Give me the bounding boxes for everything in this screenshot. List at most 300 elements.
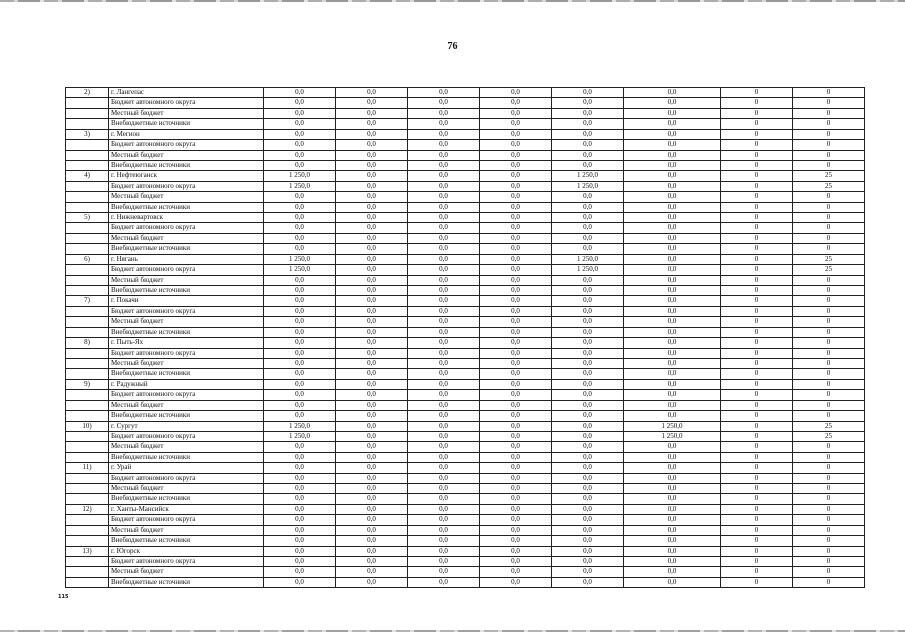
value-cell: 0,0: [480, 577, 552, 587]
value-cell: 0: [721, 494, 793, 504]
value-cell: 0: [721, 536, 793, 546]
value-cell: 0,0: [408, 265, 480, 275]
value-cell: 0,0: [408, 171, 480, 181]
value-cell: 0,0: [264, 442, 336, 452]
value-cell: 0: [721, 317, 793, 327]
value-cell: 0,0: [552, 390, 624, 400]
value-cell: 0,0: [264, 192, 336, 202]
table-row: [66, 192, 865, 202]
value-cell: 0,0: [408, 577, 480, 587]
table-row: [66, 515, 865, 525]
row-number: [66, 431, 109, 441]
value-cell: 0: [793, 442, 865, 452]
value-cell: 0,0: [624, 390, 721, 400]
table-row: [66, 390, 865, 400]
value-cell: 0,0: [336, 181, 408, 191]
row-name: Бюджет автономного округа: [109, 140, 264, 150]
value-cell: 0,0: [336, 254, 408, 264]
value-cell: 25: [793, 171, 865, 181]
value-cell: 0,0: [624, 296, 721, 306]
value-cell: 0: [793, 484, 865, 494]
row-number: [66, 369, 109, 379]
value-cell: 0: [793, 202, 865, 212]
value-cell: 0,0: [408, 442, 480, 452]
value-cell: 0: [793, 317, 865, 327]
value-cell: 0,0: [552, 515, 624, 525]
value-cell: 0: [721, 421, 793, 431]
value-cell: 0,0: [552, 463, 624, 473]
table-row: [66, 473, 865, 483]
value-cell: 0,0: [624, 494, 721, 504]
row-number: 8): [66, 338, 109, 348]
value-cell: 0: [721, 567, 793, 577]
value-cell: 0,0: [336, 567, 408, 577]
value-cell: 0,0: [336, 265, 408, 275]
table-row: [66, 140, 865, 150]
value-cell: 0: [793, 129, 865, 139]
value-cell: 0,0: [336, 369, 408, 379]
value-cell: 0,0: [480, 411, 552, 421]
row-name: Внебюджетные источники: [109, 119, 264, 129]
value-cell: 0,0: [408, 202, 480, 212]
value-cell: 0,0: [336, 192, 408, 202]
table-row: [66, 108, 865, 118]
row-name: Местный бюджет: [109, 484, 264, 494]
value-cell: 0,0: [552, 275, 624, 285]
table-row: [66, 421, 865, 431]
value-cell: 0,0: [264, 515, 336, 525]
row-number: [66, 233, 109, 243]
row-number: 6): [66, 254, 109, 264]
table-row: [66, 213, 865, 223]
value-cell: 0,0: [336, 338, 408, 348]
value-cell: 0: [793, 160, 865, 170]
value-cell: 1 250,0: [264, 431, 336, 441]
row-number: [66, 556, 109, 566]
row-name: Внебюджетные источники: [109, 411, 264, 421]
value-cell: 0,0: [408, 567, 480, 577]
value-cell: 0: [793, 494, 865, 504]
value-cell: 0,0: [336, 286, 408, 296]
value-cell: 0,0: [624, 369, 721, 379]
value-cell: 0,0: [480, 202, 552, 212]
value-cell: 0: [721, 390, 793, 400]
table-row: [66, 431, 865, 441]
value-cell: 0,0: [480, 473, 552, 483]
value-cell: 0,0: [336, 452, 408, 462]
value-cell: 0,0: [624, 181, 721, 191]
row-name: г. Урай: [109, 463, 264, 473]
value-cell: 0: [793, 108, 865, 118]
value-cell: 0: [721, 286, 793, 296]
row-number: [66, 577, 109, 587]
row-number: [66, 348, 109, 358]
row-name: Местный бюджет: [109, 567, 264, 577]
value-cell: 0,0: [336, 473, 408, 483]
value-cell: 0,0: [480, 254, 552, 264]
value-cell: 0: [721, 546, 793, 556]
value-cell: 0,0: [552, 296, 624, 306]
value-cell: 0,0: [264, 275, 336, 285]
value-cell: 0,0: [624, 98, 721, 108]
value-cell: 0,0: [552, 98, 624, 108]
value-cell: 1 250,0: [624, 421, 721, 431]
table-row: [66, 306, 865, 316]
value-cell: 0: [721, 192, 793, 202]
table-row: [66, 286, 865, 296]
value-cell: 0: [793, 192, 865, 202]
row-name: г. Нягань: [109, 254, 264, 264]
row-name: Местный бюджет: [109, 150, 264, 160]
value-cell: 0,0: [624, 327, 721, 337]
table-row: [66, 484, 865, 494]
value-cell: 0,0: [336, 494, 408, 504]
value-cell: 0,0: [336, 108, 408, 118]
value-cell: 0: [793, 536, 865, 546]
value-cell: 0,0: [264, 473, 336, 483]
value-cell: 0,0: [264, 223, 336, 233]
value-cell: 0,0: [336, 348, 408, 358]
row-name: Внебюджетные источники: [109, 244, 264, 254]
value-cell: 0,0: [552, 160, 624, 170]
value-cell: 0,0: [624, 265, 721, 275]
table-row: [66, 129, 865, 139]
value-cell: 0,0: [480, 317, 552, 327]
value-cell: 0,0: [552, 504, 624, 514]
value-cell: 0,0: [264, 306, 336, 316]
value-cell: 0,0: [480, 98, 552, 108]
row-name: Местный бюджет: [109, 400, 264, 410]
value-cell: 0,0: [336, 150, 408, 160]
row-number: [66, 140, 109, 150]
value-cell: 0,0: [336, 88, 408, 98]
value-cell: 0: [721, 171, 793, 181]
value-cell: 0: [721, 296, 793, 306]
table-row: [66, 525, 865, 535]
value-cell: 0,0: [408, 379, 480, 389]
value-cell: 0,0: [552, 150, 624, 160]
value-cell: 0,0: [264, 525, 336, 535]
value-cell: 0,0: [480, 192, 552, 202]
value-cell: 0,0: [264, 98, 336, 108]
value-cell: 0: [793, 546, 865, 556]
row-name: Внебюджетные источники: [109, 452, 264, 462]
value-cell: 0,0: [624, 442, 721, 452]
value-cell: 0: [721, 233, 793, 243]
value-cell: 0,0: [480, 108, 552, 118]
value-cell: 0,0: [336, 296, 408, 306]
value-cell: 0,0: [480, 463, 552, 473]
row-number: [66, 567, 109, 577]
value-cell: 0,0: [408, 525, 480, 535]
value-cell: 0,0: [480, 244, 552, 254]
row-name: Бюджет автономного округа: [109, 98, 264, 108]
value-cell: 0,0: [408, 213, 480, 223]
row-name: Бюджет автономного округа: [109, 431, 264, 441]
value-cell: 0,0: [624, 473, 721, 483]
value-cell: 0,0: [552, 525, 624, 535]
value-cell: 0,0: [624, 348, 721, 358]
value-cell: 0: [721, 379, 793, 389]
value-cell: 0,0: [336, 129, 408, 139]
value-cell: 0,0: [552, 400, 624, 410]
value-cell: 0,0: [336, 223, 408, 233]
table-row: [66, 317, 865, 327]
row-name: Бюджет автономного округа: [109, 223, 264, 233]
value-cell: 0,0: [336, 244, 408, 254]
value-cell: 0: [793, 400, 865, 410]
table-row: [66, 233, 865, 243]
table-row: [66, 358, 865, 368]
value-cell: 0,0: [552, 348, 624, 358]
value-cell: 0,0: [336, 379, 408, 389]
value-cell: 0,0: [480, 223, 552, 233]
value-cell: 0,0: [624, 452, 721, 462]
value-cell: 0,0: [552, 88, 624, 98]
value-cell: 0,0: [336, 400, 408, 410]
value-cell: 0,0: [480, 567, 552, 577]
value-cell: 0,0: [480, 390, 552, 400]
value-cell: 0: [721, 369, 793, 379]
row-name: Внебюджетные источники: [109, 327, 264, 337]
value-cell: 0,0: [264, 213, 336, 223]
value-cell: 0: [721, 400, 793, 410]
value-cell: 0: [721, 327, 793, 337]
value-cell: 0,0: [264, 348, 336, 358]
value-cell: 0,0: [336, 515, 408, 525]
row-name: Бюджет автономного округа: [109, 306, 264, 316]
row-number: [66, 181, 109, 191]
row-number: [66, 119, 109, 129]
value-cell: 1 250,0: [624, 431, 721, 441]
value-cell: 0,0: [552, 546, 624, 556]
row-number: [66, 150, 109, 160]
value-cell: 0,0: [480, 119, 552, 129]
row-name: г. Радужный: [109, 379, 264, 389]
value-cell: 0,0: [408, 431, 480, 441]
row-number: 5): [66, 213, 109, 223]
value-cell: 0: [793, 213, 865, 223]
value-cell: 0,0: [336, 463, 408, 473]
row-name: Местный бюджет: [109, 358, 264, 368]
value-cell: 0,0: [408, 275, 480, 285]
table-row: [66, 463, 865, 473]
value-cell: 0,0: [408, 369, 480, 379]
value-cell: 0,0: [552, 536, 624, 546]
value-cell: 25: [793, 431, 865, 441]
row-name: г. Ханты-Мансийск: [109, 504, 264, 514]
value-cell: 0,0: [408, 504, 480, 514]
value-cell: 0,0: [336, 160, 408, 170]
row-number: 12): [66, 504, 109, 514]
value-cell: 0,0: [624, 254, 721, 264]
row-number: [66, 223, 109, 233]
value-cell: 0,0: [264, 129, 336, 139]
value-cell: 1 250,0: [552, 254, 624, 264]
value-cell: 0: [793, 577, 865, 587]
value-cell: 0,0: [264, 140, 336, 150]
table-row: [66, 327, 865, 337]
row-number: [66, 160, 109, 170]
value-cell: 0,0: [624, 400, 721, 410]
value-cell: 0,0: [264, 150, 336, 160]
value-cell: 0,0: [480, 275, 552, 285]
value-cell: 0,0: [480, 536, 552, 546]
value-cell: 0,0: [264, 286, 336, 296]
value-cell: 0,0: [624, 150, 721, 160]
value-cell: 0,0: [264, 411, 336, 421]
row-number: [66, 275, 109, 285]
value-cell: 0,0: [624, 358, 721, 368]
value-cell: 0: [721, 108, 793, 118]
value-cell: 0: [793, 369, 865, 379]
value-cell: 0,0: [624, 411, 721, 421]
value-cell: 0,0: [336, 556, 408, 566]
value-cell: 0,0: [624, 160, 721, 170]
value-cell: 0,0: [264, 296, 336, 306]
value-cell: 0: [721, 473, 793, 483]
value-cell: 25: [793, 254, 865, 264]
value-cell: 0,0: [624, 88, 721, 98]
row-number: [66, 306, 109, 316]
value-cell: 0,0: [336, 431, 408, 441]
row-number: [66, 244, 109, 254]
value-cell: 0,0: [480, 494, 552, 504]
value-cell: 0,0: [624, 338, 721, 348]
value-cell: 25: [793, 421, 865, 431]
row-name: Бюджет автономного округа: [109, 181, 264, 191]
value-cell: 0,0: [336, 442, 408, 452]
value-cell: 0,0: [408, 306, 480, 316]
value-cell: 0: [793, 504, 865, 514]
row-name: г. Нефтеюганск: [109, 171, 264, 181]
value-cell: 0,0: [552, 119, 624, 129]
value-cell: 0,0: [552, 202, 624, 212]
value-cell: 0: [721, 556, 793, 566]
value-cell: 1 250,0: [264, 265, 336, 275]
row-name: Внебюджетные источники: [109, 286, 264, 296]
value-cell: 0: [793, 119, 865, 129]
value-cell: 0,0: [552, 358, 624, 368]
value-cell: 0,0: [264, 536, 336, 546]
value-cell: 0,0: [264, 358, 336, 368]
value-cell: 0,0: [408, 536, 480, 546]
value-cell: 0: [721, 452, 793, 462]
table-row: [66, 223, 865, 233]
row-number: 13): [66, 546, 109, 556]
value-cell: 0,0: [408, 463, 480, 473]
value-cell: 0,0: [336, 525, 408, 535]
value-cell: 0,0: [552, 327, 624, 337]
value-cell: 0,0: [552, 442, 624, 452]
value-cell: 0,0: [336, 358, 408, 368]
value-cell: 0: [721, 129, 793, 139]
value-cell: 1 250,0: [552, 171, 624, 181]
row-name: г. Пыть-Ях: [109, 338, 264, 348]
table-row: [66, 379, 865, 389]
table-row: [66, 567, 865, 577]
table-row: [66, 556, 865, 566]
value-cell: 0: [721, 442, 793, 452]
value-cell: 0,0: [624, 275, 721, 285]
value-cell: 0,0: [624, 171, 721, 181]
row-number: 10): [66, 421, 109, 431]
row-name: Бюджет автономного округа: [109, 265, 264, 275]
value-cell: 0,0: [552, 556, 624, 566]
row-name: Бюджет автономного округа: [109, 515, 264, 525]
value-cell: 0,0: [480, 286, 552, 296]
value-cell: 0,0: [336, 504, 408, 514]
value-cell: 0,0: [336, 98, 408, 108]
page-number: 76: [447, 41, 458, 52]
value-cell: 0,0: [264, 119, 336, 129]
value-cell: 0,0: [552, 484, 624, 494]
table-row: [66, 181, 865, 191]
value-cell: 0,0: [480, 150, 552, 160]
value-cell: 0: [721, 463, 793, 473]
value-cell: 0,0: [408, 88, 480, 98]
row-name: Местный бюджет: [109, 317, 264, 327]
value-cell: 0,0: [624, 463, 721, 473]
row-name: Местный бюджет: [109, 233, 264, 243]
value-cell: 0,0: [408, 98, 480, 108]
table-row: [66, 494, 865, 504]
value-cell: 0: [721, 140, 793, 150]
value-cell: 1 250,0: [264, 181, 336, 191]
value-cell: 0: [721, 160, 793, 170]
value-cell: 0,0: [552, 192, 624, 202]
value-cell: 0,0: [480, 452, 552, 462]
value-cell: 0,0: [480, 379, 552, 389]
value-cell: 0,0: [408, 515, 480, 525]
value-cell: 0,0: [480, 525, 552, 535]
table-row: [66, 296, 865, 306]
value-cell: 0,0: [480, 421, 552, 431]
value-cell: 0: [793, 233, 865, 243]
value-cell: 1 250,0: [552, 265, 624, 275]
table-row: [66, 202, 865, 212]
table-row: [66, 411, 865, 421]
value-cell: 0,0: [624, 108, 721, 118]
value-cell: 0,0: [624, 202, 721, 212]
value-cell: 0: [721, 338, 793, 348]
value-cell: 0: [721, 213, 793, 223]
row-number: [66, 98, 109, 108]
value-cell: 0,0: [480, 265, 552, 275]
value-cell: 0,0: [264, 494, 336, 504]
value-cell: 0,0: [552, 567, 624, 577]
table-row: [66, 452, 865, 462]
value-cell: 0,0: [624, 515, 721, 525]
value-cell: 0,0: [408, 546, 480, 556]
row-number: [66, 327, 109, 337]
table-row: [66, 265, 865, 275]
value-cell: 0: [793, 327, 865, 337]
row-name: г. Нижневартовск: [109, 213, 264, 223]
value-cell: 1 250,0: [264, 254, 336, 264]
row-name: Внебюджетные источники: [109, 577, 264, 587]
value-cell: 0,0: [336, 317, 408, 327]
value-cell: 0: [721, 244, 793, 254]
value-cell: 0: [721, 431, 793, 441]
value-cell: 0,0: [552, 494, 624, 504]
budget-table: [65, 87, 865, 588]
value-cell: 0,0: [264, 400, 336, 410]
table-row: [66, 150, 865, 160]
value-cell: 0,0: [480, 306, 552, 316]
value-cell: 0: [793, 88, 865, 98]
value-cell: 0,0: [336, 306, 408, 316]
